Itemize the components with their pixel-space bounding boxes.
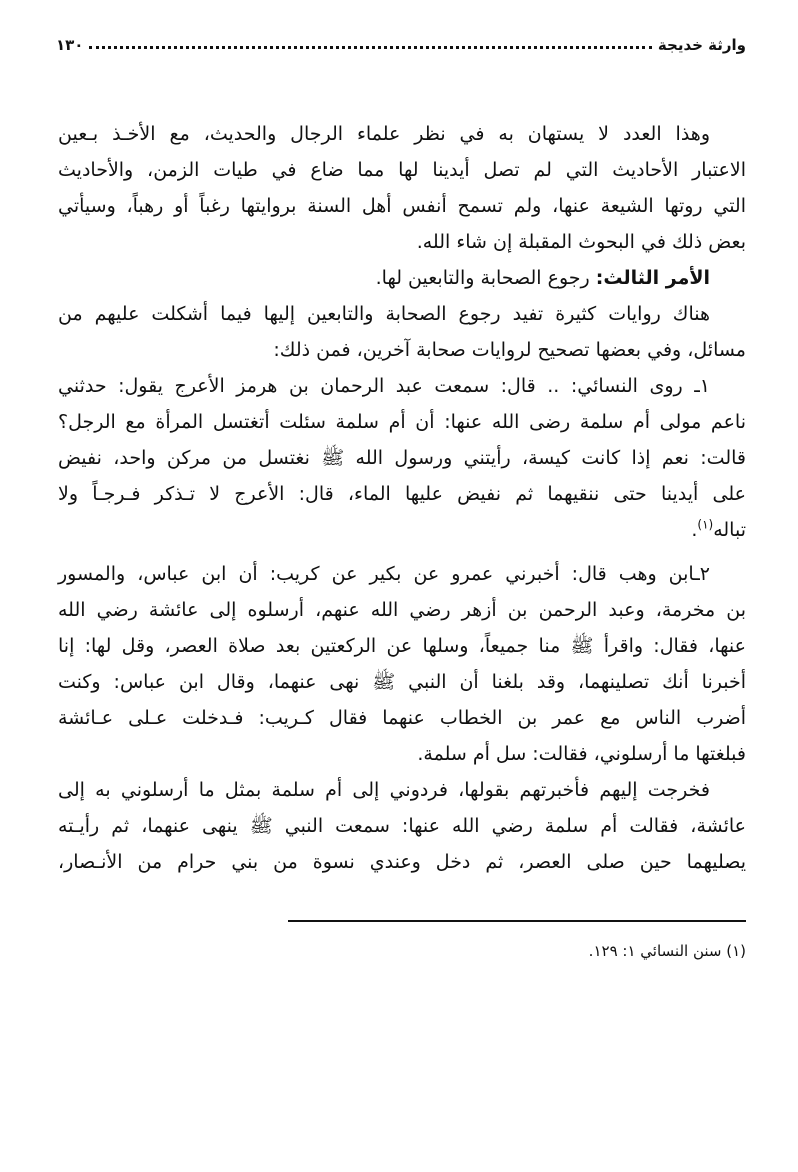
header-dot-leader bbox=[89, 46, 651, 49]
page-number: ١٣٠ bbox=[56, 36, 84, 54]
line-text: تباله bbox=[713, 519, 746, 541]
running-header bbox=[56, 30, 746, 54]
text-line bbox=[58, 700, 746, 736]
text-line bbox=[58, 152, 746, 188]
text-line bbox=[58, 772, 746, 808]
text-line bbox=[58, 260, 746, 296]
text-line bbox=[58, 736, 746, 772]
text-line bbox=[58, 476, 746, 512]
line-text: ١ـ روى النسائي: .. قال: سمعت عبد الرحمان بن هرمز الأعرج يقول: حدثني bbox=[58, 375, 710, 397]
line-text: هناك روايات كثيرة تفيد رجوع الصحابة والتابعين إليها فيما أشكلت عليهم من bbox=[58, 303, 710, 325]
line-text: أضرب الناس مع عمر بن الخطاب عنهما فقال كـريب: فـدخلت عـلى عـائشة bbox=[58, 707, 746, 729]
line-text: عنها، فقال: واقرأ ﷺ منا جميعاً، وسلها عن الركعتين بعد صلاة العصر، وقل لها: إنا bbox=[58, 635, 746, 657]
line-text: يصليهما حين صلى العصر، ثم دخل وعندي نسوة من بني حرام من الأنـصار، bbox=[58, 851, 746, 873]
text-line bbox=[58, 296, 746, 332]
line-text: التي روتها الشيعة عنها، ولم تسمح أنفس أهل السنة بروايتها رغباً أو رهباً، وسيأتي bbox=[58, 195, 746, 217]
line-text: وهذا العدد لا يستهان به في نظر علماء الرجال والحديث، مع الأخـذ بـعين bbox=[58, 123, 710, 145]
text-line bbox=[58, 224, 746, 260]
footnote-separator bbox=[288, 920, 746, 922]
text-line bbox=[58, 116, 746, 152]
text-line bbox=[58, 808, 746, 844]
text-line bbox=[58, 332, 746, 368]
line-text: فخرجت إليهم فأخبرتهم بقولها، فردوني إلى أم سلمة بمثل ما أرسلوني به إلى bbox=[58, 779, 710, 801]
book-title: وارثة خديجة bbox=[657, 36, 746, 54]
text-line bbox=[58, 628, 746, 664]
text-line bbox=[58, 404, 746, 440]
line-text: الاعتبار الأحاديث التي لم تصل أيدينا لها مما ضاع في طيات الزمن، والأحاديث bbox=[58, 159, 746, 181]
line-text: مسائل، وفي بعضها تصحيح لروايات صحابة آخرين، فمن ذلك: bbox=[273, 339, 746, 361]
text-line bbox=[58, 556, 746, 592]
footnote: (١) سنن النسائي ١: ١٢٩. bbox=[588, 942, 746, 960]
line-text: ٢ـابن وهب قال: أخبرني عمرو عن بكير عن كريب: أن ابن عباس، والمسور bbox=[58, 563, 710, 585]
line-text: على أيدينا حتى ننقيهما ثم نفيض عليها الماء، قال: الأعرج لا تـذكر فـرجـاً ولا bbox=[58, 483, 746, 505]
text-line bbox=[58, 368, 746, 404]
body-text bbox=[58, 116, 746, 880]
text-line bbox=[58, 844, 746, 880]
line-text: أخبرنا أنك تصلينهما، وقد بلغنا أن النبي ﷺ نهى عنهما، وقال ابن عباس: وكنت bbox=[58, 671, 746, 693]
text-line bbox=[58, 188, 746, 224]
text-line bbox=[58, 440, 746, 476]
text-line bbox=[58, 512, 746, 548]
line-text: بن مخرمة، وعبد الرحمن بن أزهر رضي الله عنهم، أرسلوه إلى عائشة رضي الله bbox=[58, 599, 746, 621]
section-heading: الأمر الثالث: bbox=[595, 267, 710, 289]
line-text: ناعم مولى أم سلمة رضى الله عنها: أن أم سلمة سئلت أتغتسل المرأة مع الرجل؟ bbox=[58, 411, 746, 433]
footnote-marker[interactable]: (١) bbox=[697, 517, 714, 532]
line-text: عائشة، فقالت أم سلمة رضي الله عنها: سمعت النبي ﷺ ينهى عنهما، ثم رأيـته bbox=[58, 815, 746, 837]
line-text: بعض ذلك في البحوث المقبلة إن شاء الله. bbox=[416, 231, 746, 253]
text-line bbox=[58, 664, 746, 700]
line-text: رجوع الصحابة والتابعين لها. bbox=[375, 267, 596, 289]
text-line bbox=[58, 592, 746, 628]
line-text: قالت: نعم إذا كانت كيسة، رأيتني ورسول الله ﷺ نغتسل من مركن واحد، نفيض bbox=[58, 447, 746, 469]
line-text: فبلغتها ما أرسلوني، فقالت: سل أم سلمة. bbox=[417, 743, 746, 765]
line-end: . bbox=[691, 519, 698, 541]
